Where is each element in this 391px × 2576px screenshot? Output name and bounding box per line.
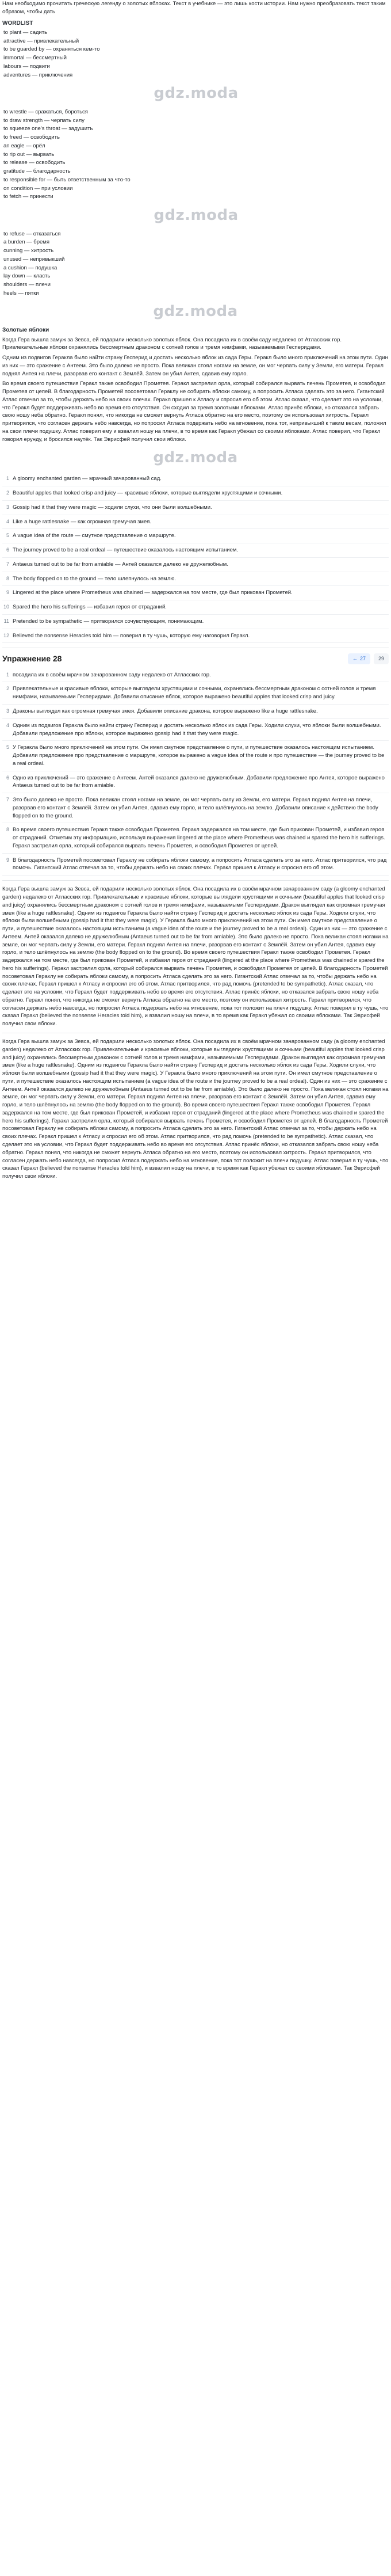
watermark: gdz.moda [153, 448, 238, 466]
wordlist-title: WORDLIST [2, 20, 33, 26]
list-item: 4 Like a huge rattlesnake — как огромная гремучая змея. [2, 515, 389, 530]
list-item: 2 Beautiful apples that looked crisp and juicy — красивые яблоки, которые выглядели хрустящими и сочными. [2, 486, 389, 501]
wordlist-item: gratitude — благодарность [3, 168, 71, 175]
story-paragraph: Когда Гера вышла замуж за Зевса, ей подарили несколько золотых яблок. Она посадила их в своём саду недалеко от Атласских гор. Привлекательные яблоки охранялись бессмертным драконом с сотней голов и тремя нимфами, называемыми Гесперидами. [2, 336, 342, 351]
wordlist-item: to squeeze one's throat — задушить [3, 125, 93, 132]
arrow-left-icon: ← [352, 656, 358, 662]
wordlist-item: to plant — садить [3, 29, 48, 36]
solution-item: 9 В благодарность Прометей посоветовал Гераклу не собирать яблоки самому, а попросить Атласа сделать это за него. Атлас притворился, что рад помочь. Гигантский Атлас отвечал за то, чтобы держать небо на своих плечах. Геракл пришел к Атласу и спросил его об этом. [2, 854, 389, 876]
wordlist-item: lay down — класть [3, 273, 51, 280]
final-text-block: Когда Гера вышла замуж за Зевса, ей подарили несколько золотых яблок. Она посадила их в своём мрачном зачарованном саду (a gloomy enchanted garden) недалеко от Атласских гор. Привлекательные и красивые яблоки, которые выглядели хрустящими и сочными (beautiful apples that looked crisp and juicy) охранялись бессмертным драконом с сотней голов и тремя нимфами, называемыми Гесперидами. Дракон выглядел как огромная гремучая змея (like a huge rattlesnake). Одним из подвигов Геракла было найти страну Гесперид и достать несколько яблок из сада Геры. Ходили слухи, что яблоки были волшебными (gossip had it that they were magic). У Геракла было много приключений на этом пути. Он имел смутное представление о пути, и путешествие оказалось настоящим испытанием (a vague idea of the route и the journey proved to be a real ordeal). Один из них — это сражение с Антеем. Антей оказался далеко не дружелюбным (Antaeus turned out to be far from amiable). Это было далеко не просто. Пока великан стоял ногами на земле, он мог черпать силу у Земли, его матери. Геракл поднял Антея на плечи, разорвав его контакт с Землёй. Затем он убил Антея, сдавив ему горло, и тело шлёпнулось на землю (the body flopped on to the ground). Во время своего путешествия Геракл также освободил Прометея. Геракл задержался на том месте, где был прикован Прометей, и избавил героя от страданий (lingered at the place where Prometheus was chained и spared the hero his sufferings). Геракл застрелил орла, который собирался вырвать печень Прометея, и освободил Прометея от цепей. В благодарность Прометей посоветовал Гераклу не собирать яблоки самому, а попросить Атласа сделать это за него. Гигантский Атлас отвечал за то, чтобы держать небо на своих плечах. Геракл пришел к Атласу и спросил его об этом. Атлас притворился, что рад помочь (pretended to be sympathetic). Атлас сказал, что сделает это на условии, что Геракл будет поддерживать небо во время его отсутствия. Атлас принёс яблоки, но отказался забрать свою ношу неба обратно. Геракл понял, что никогда не сможет вернуть Атласа обратно на его место, поэтому он использовал хитрость. Геракл притворился, что согласен держать небо навсегда, но попросил Атласа подержать небо на мгновение, пока тот положит на плечи подушку. Атлас поверил в ту чушь, что сказал Геракл (believed the nonsense Heracles told him), и взвалил ношу на плечи, в то время как Геракл убежал со своими яблоками. Так Эврисфей получил свои яблоки. [2, 1038, 389, 1180]
solution-item: 5 У Геракла было много приключений на этом пути. Он имел смутное представление о пути, и путешествие оказалось настоящим испытанием. Добавили предложение про представление о маршруте, которое выражено a vague idea of the route и про путешествие — the journey proved to be a real ordeal. [2, 741, 389, 771]
wordlist-item: to release — освободить [3, 159, 66, 166]
wordlist-item: adventures — приключения [3, 71, 73, 78]
list-item: 6 The journey proved to be a real ordeal — путешествие оказалось настоящим испытанием. [2, 543, 389, 558]
section-title: Золотые яблоки [2, 327, 49, 334]
wordlist-item: to rip out — вырвать [3, 151, 55, 158]
story-paragraph: Одним из подвигов Геракла было найти страну Гесперид и достать несколько яблок из сада Геры. Геракл было много приключений на этом пути. Один из них — это сражение с Антеем. Это было далеко не просто. Пока великан стоял ногами на земле, он мог черпать силу у Земли, его матери. Геракл поднял Антея на плечи, разорвав его контакт с Землёй. Затем он убил Антея, сдавив ему горло. [2, 355, 388, 377]
exercise-header [2, 653, 389, 664]
wordlist-item: to freed — освободить [3, 134, 60, 141]
wordlist-item: to fetch — принести [3, 193, 53, 200]
wordlist-item: cunning — хитрость [3, 248, 54, 254]
list-item: 9 Lingered at the place where Prometheus was chained — задержался на том месте, где был прикован Прометей. [2, 586, 389, 600]
solution-item: 6 Одно из приключений — это сражение с Антеем. Антей оказался далеко не дружелюбным. Добавили предложение про Антея, которое выражено Antaeus turned out to be far from amiable. [2, 771, 389, 794]
wordlist-item: immortal — бессмертный [3, 55, 67, 62]
list-item: 1 A gloomy enchanted garden — мрачный зачарованный сад. [2, 472, 389, 486]
solution-item: 1 посадила их в своём мрачном зачарованном саду недалеко от Атласских гор. [2, 668, 389, 683]
watermark: gdz.moda [154, 206, 239, 224]
wordlist-item: to responsible for — быть ответственным за что-то [3, 176, 131, 183]
wordlist-item: on condition — при условии [3, 185, 73, 192]
wordlist-item: labours — подвиги [3, 63, 50, 70]
page [0, 0, 391, 1203]
wordlist-item: a burden — бремя [3, 239, 49, 246]
solution-item: 4 Одним из подвигов Геракла было найти страну Гесперид и достать несколько яблок из сада Геры. Ходили слухи, что яблоки были волшебными. Добавили предложение про яблоки, которое выражено gossip had it that they were magic. [2, 719, 389, 741]
watermark: gdz.moda [154, 85, 239, 102]
divider [2, 880, 389, 881]
wordlist-item: to be guarded by — охраняться кем-то [3, 46, 100, 53]
wordlist-item: unused — непривыкший [3, 256, 65, 262]
list-item: 11 Pretended to be sympathetic — притворился сочувствующим, понимающим. [2, 615, 389, 629]
wordlist-item: attractive — привлекательный [3, 37, 79, 44]
solution-item: 8 Во время своего путешествия Геракл также освободил Прометея. Геракл задержался на том месте, где был прикован Прометей, и избавил героя от страданий. Отметим эту информацию, используя выражения lingered at the place where Prometheus was chained и spared the hero his sufferings. Геракл застрелил орла, который собирался вырвать печень Прометея, и освободил Прометея от цепей. [2, 823, 389, 853]
list-item: 5 A vague idea of the route — смутное представление о маршруте. [2, 529, 389, 543]
final-text-block: Когда Гера вышла замуж за Зевса, ей подарили несколько золотых яблок. Она посадила их в своём мрачном зачарованном саду (a gloomy enchanted garden) недалеко от Атласских гор. Привлекательные и красивые яблоки, которые выглядели хрустящими и сочными (beautiful apples that looked crisp and juicy) охранялись бессмертным драконом с сотней голов и тремя нимфами, называемыми Гесперидами. Дракон выглядел как огромная гремучая змея (like a huge rattlesnake). Одним из подвигов Геракла было найти страну Гесперид и достать несколько яблок из сада Геры. Ходили слухи, что яблоки были волшебными (gossip had it that they were magic). У Геракла было много приключений на этом пути. Он имел смутное представление о пути, и путешествие оказалось настоящим испытанием (a vague idea of the route и the journey proved to be a real ordeal). Один из них — это сражение с Антеем. Антей оказался далеко не дружелюбным (Antaeus turned out to be far from amiable). Это было далеко не просто. Пока великан стоял ногами на земле, он мог черпать силу у Земли, его матери. Геракл поднял Антея на плечи, разорвав его контакт с Землёй. Затем он убил Антея, сдавив ему горло, и тело шлёпнулось на землю (the body flopped on to the ground). Во время своего путешествия Геракл также освободил Прометея. Геракл задержался на том месте, где был прикован Прометей, и избавил героя от страданий (lingered at the place where Prometheus was chained и spared the hero his sufferings). Геракл застрелил орла, который собирался вырвать печень Прометея, и освободил Прометея от цепей. В благодарность Прометей посоветовал Гераклу не собирать яблоки самому, а попросить Атласа сделать это за него. Гигантский Атлас отвечал за то, чтобы держать небо на своих плечах. Геракл пришел к Атласу и спросил его об этом. Атлас притворился, что рад помочь (pretended to be sympathetic). Атлас сказал, что сделает это на условии, что Геракл будет поддерживать небо во время его отсутствия. Атлас принёс яблоки, но отказался забрать свою ношу неба обратно. Геракл понял, что никогда не сможет вернуть Атласа обратно на его место, поэтому он использовал хитрость. Геракл притворился, что согласен держать небо навсегда, но попросил Атласа подержать небо на мгновение, пока тот положит на плечи подушку. Атлас поверил в ту чушь, что сказал Геракл (believed the nonsense Heracles told him), и взвалил ношу на плечи, в то время как Геракл убежал со своими яблоками. Так Эврисфей получил свои яблоки. [2, 886, 389, 1028]
wordlist [3, 29, 389, 298]
list-item: 10 Spared the hero his sufferings — избавил героя от страданий. [2, 600, 389, 615]
story-paragraph: Во время своего путешествия Геракл также освободил Прометея. Геракл застрелил орла, который собирался вырвать печень Прометея, и освободил Прометея от цепей. В благодарность Прометей посоветовал Гераклу не собирать яблоки самому, а попросить Атласа сделать это за него. Гигантский Атлас отвечал за то, чтобы держать небо на своих плечах. Геракл пришел к Атласу и спросил его об этом. Атлас сказал, что сделает это на условии, что Геракл будет поддерживать небо во время его отсутствия. Он сходил за тремя золотыми яблоками. Атлас принёс яблоки, но отказался забрать свою ношу неба обратно. Геракл понял, что никогда не сможет вернуть Атласа обратно на его место, поэтому он использовал хитрость. Геракл притворился, что согласен держать небо навсегда, но попросил Атласа подержать небо на мгновение, пока тот, непривыкший к таким весам, положил на свои плечи подушку. Атлас поверил ему и взвалил ношу на плечи, в то время как Геракл убежал со своими яблоками. Атлас поверил, что Геракл говорил ерунду, и бросился наутёк. Так Эврисфей получил свои яблоки. [2, 380, 386, 443]
wordlist-item: heels — пятки [3, 290, 39, 296]
wordlist-item: shoulders — плечи [3, 281, 51, 288]
list-item: 8 The body flopped on to the ground — тело шлепнулось на землю. [2, 572, 389, 587]
exercise-title: Упражнение 28 [2, 654, 62, 664]
intro-text: Нам необходимо прочитать греческую легенду о золотых яблоках. Текст в учебнике — это лишь кости истории. Нам нужно преобразовать текст таким образом, чтобы дать [2, 1, 386, 15]
exercise-nav [348, 653, 389, 664]
list-item: 7 Antaeus turned out to be far from amiable — Антей оказался далеко не дружелюбным. [2, 558, 389, 572]
watermark: gdz.moda [153, 303, 238, 321]
prev-exercise-button[interactable]: ← 27 [348, 653, 370, 664]
solution-item: 3 Драконы выглядел как огромная гремучая змея. Добавили описание дракона, которое выражено like a huge rattlesnake. [2, 705, 389, 719]
solution-item: 2 Привлекательные и красивые яблоки, которые выглядели хрустящими и сочными, охранялись бессмертным драконом с сотней голов и тремя нимфами, называемыми Гесперидами. Добавили описание яблок, которое выражено beautiful apples that looked crisp and juicy. [2, 682, 389, 705]
wordlist-item: to refuse — отказаться [3, 230, 61, 237]
phrase-list [2, 472, 389, 643]
wordlist-item: an eagle — орёл [3, 142, 45, 149]
list-item: 3 Gossip had it that they were magic — ходили слухи, что они были волшебными. [2, 501, 389, 515]
wordlist-item: to draw strength — черпать силу [3, 117, 85, 124]
solution-list [2, 668, 389, 876]
solution-item: 7 Это было далеко не просто. Пока великан стоял ногами на земле, он мог черпать силу из Земли, его матери. Геракл поднял Антея на плечи, разорвав его контакт с Землёй. Затем он убил Антея, сдавив ему горло, и тело шлёпнулось на землю. Добавили описание к действию the body flopped on to the ground. [2, 793, 389, 823]
next-exercise-button[interactable]: 29 [374, 653, 389, 664]
wordlist-item: a cushion — подушка [3, 264, 57, 271]
wordlist-item: to wrestle — сражаться, бороться [3, 109, 88, 116]
list-item: 12 Believed the nonsense Heracles told him — поверил в ту чушь, которую ему наговорил Геракл. [2, 629, 389, 644]
